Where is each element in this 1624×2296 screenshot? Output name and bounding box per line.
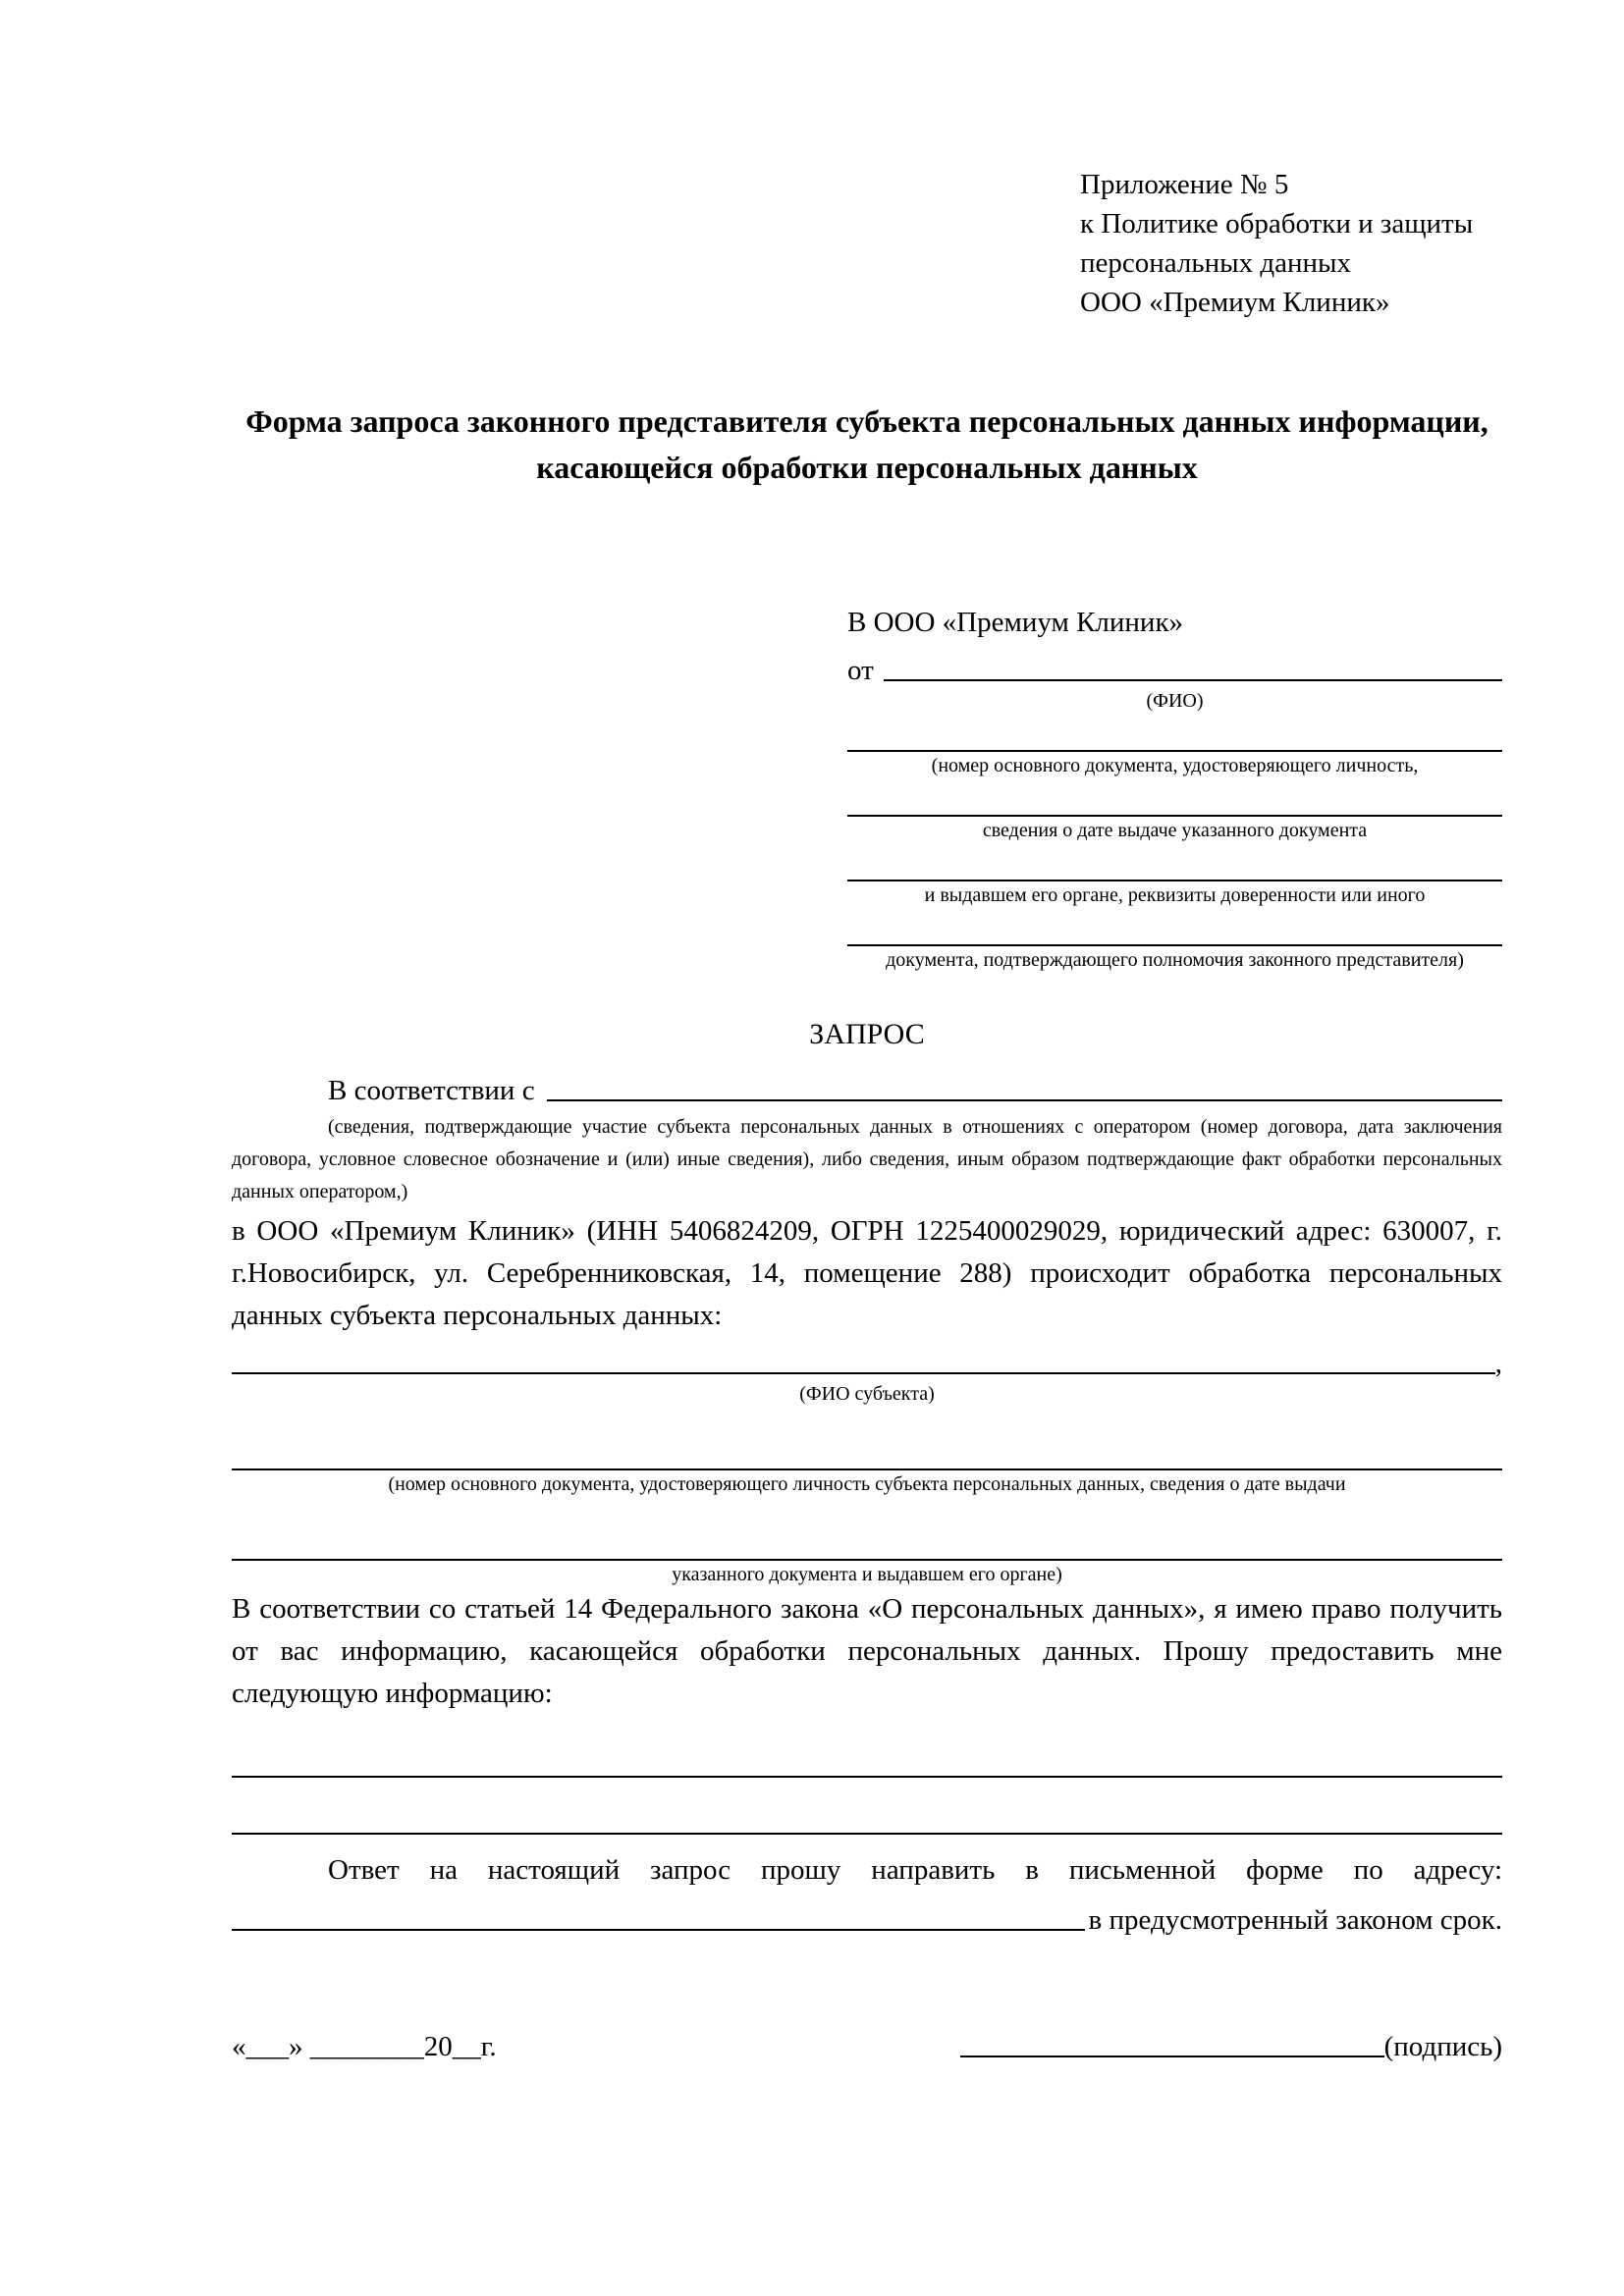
- representative-doc-blank-line-4: [847, 907, 1502, 946]
- from-row: [847, 644, 1502, 687]
- subject-doc-blank-line-1: [232, 1433, 1502, 1470]
- request-heading: ЗАПРОС: [809, 1018, 925, 1050]
- representative-fio-blank-line: [884, 679, 1502, 681]
- appendix-header-line-3: персональных данных: [1080, 247, 1352, 279]
- appendix-header-line-4: ООО «Премиум Клиник»: [1080, 287, 1390, 318]
- addressee-block: [847, 601, 1502, 972]
- document-title: Форма запроса законного представителя субъекта персональных данных информации, касающейся обработки персональных данных: [245, 403, 1489, 485]
- signature-caption: (подпись): [1383, 2031, 1502, 2062]
- representative-doc-blank-line-3: [847, 842, 1502, 881]
- accordance-label: В соответствии с: [328, 1075, 535, 1106]
- subject-fio-row: [232, 1337, 1502, 1380]
- signature-block: [960, 2031, 1502, 2063]
- information-blank-line-1: [232, 1736, 1502, 1778]
- from-label: от: [847, 655, 874, 686]
- appendix-header-line-1: Приложение № 5: [1080, 169, 1289, 200]
- accordance-blank-line: [547, 1099, 1502, 1101]
- addressee-organization: В ООО «Премиум Клиник»: [847, 607, 1184, 638]
- subject-fio-caption: (ФИО субъекта): [799, 1383, 935, 1405]
- subject-doc-blank-line-2: [232, 1523, 1502, 1561]
- reply-address-row: [232, 1892, 1502, 1937]
- reply-address-blank-line: [232, 1929, 1085, 1931]
- law-paragraph: В соответствии со статьей 14 Федерального закона «О персональных данных», я имею право получить от вас информацию, касающейся обработки персональных данных. Прошу предоставить мне следующую информацию:: [232, 1593, 1502, 1709]
- accordance-row: [232, 1062, 1502, 1107]
- appendix-header-line-2: к Политике обработки и защиты: [1080, 208, 1474, 240]
- representative-doc-caption-3: и выдавшем его органе, реквизиты доверенности или иного: [924, 884, 1426, 906]
- footer-row: [232, 2031, 1502, 2063]
- subject-fio-blank-line: [232, 1372, 1495, 1374]
- accordance-caption: (сведения, подтверждающие участие субъекта персональных данных в отношениях с оператором (номер договора, дата заключения договора, условное словесное обозначение и (или) иные сведения), либо сведения, иным образом подтверждающие факт обработки персональных данных оператором,): [232, 1116, 1502, 1202]
- trailing-comma: ,: [1494, 1348, 1502, 1379]
- representative-doc-caption-4: документа, подтверждающего полномочия законного представителя): [886, 949, 1464, 971]
- subject-doc-caption-2: указанного документа и выдавшем его органе): [672, 1564, 1062, 1585]
- subject-doc-caption-1: (номер основного документа, удостоверяющего личность субъекта персональных данных, сведения о дате выдачи: [388, 1473, 1346, 1495]
- appendix-header: [1080, 165, 1502, 322]
- reply-tail-text: в предусмотренный законом срок.: [1088, 1904, 1502, 1936]
- fio-caption: (ФИО): [1146, 690, 1204, 712]
- reply-paragraph: Ответ на настоящий запрос прошу направить в письменной форме по адресу:: [328, 1854, 1502, 1886]
- representative-doc-caption-2: сведения о дате выдаче указанного документа: [982, 820, 1368, 841]
- operator-paragraph: в ООО «Премиум Клиник» (ИНН 5406824209, ОГРН 1225400029029, юридический адрес: 630007, г. г.Новосибирск, ул. Серебренниковская, 14, помещение 288) происходит обработка персональных данных субъекта персональных данных:: [232, 1215, 1502, 1331]
- representative-doc-blank-line-2: [847, 777, 1502, 817]
- representative-doc-blank-line-1: [847, 713, 1502, 752]
- signature-blank-line: [960, 2056, 1384, 2057]
- date-line: «___» ________20__г.: [232, 2031, 497, 2062]
- representative-doc-caption-1: (номер основного документа, удостоверяющего личность,: [931, 755, 1419, 776]
- information-blank-line-2: [232, 1778, 1502, 1835]
